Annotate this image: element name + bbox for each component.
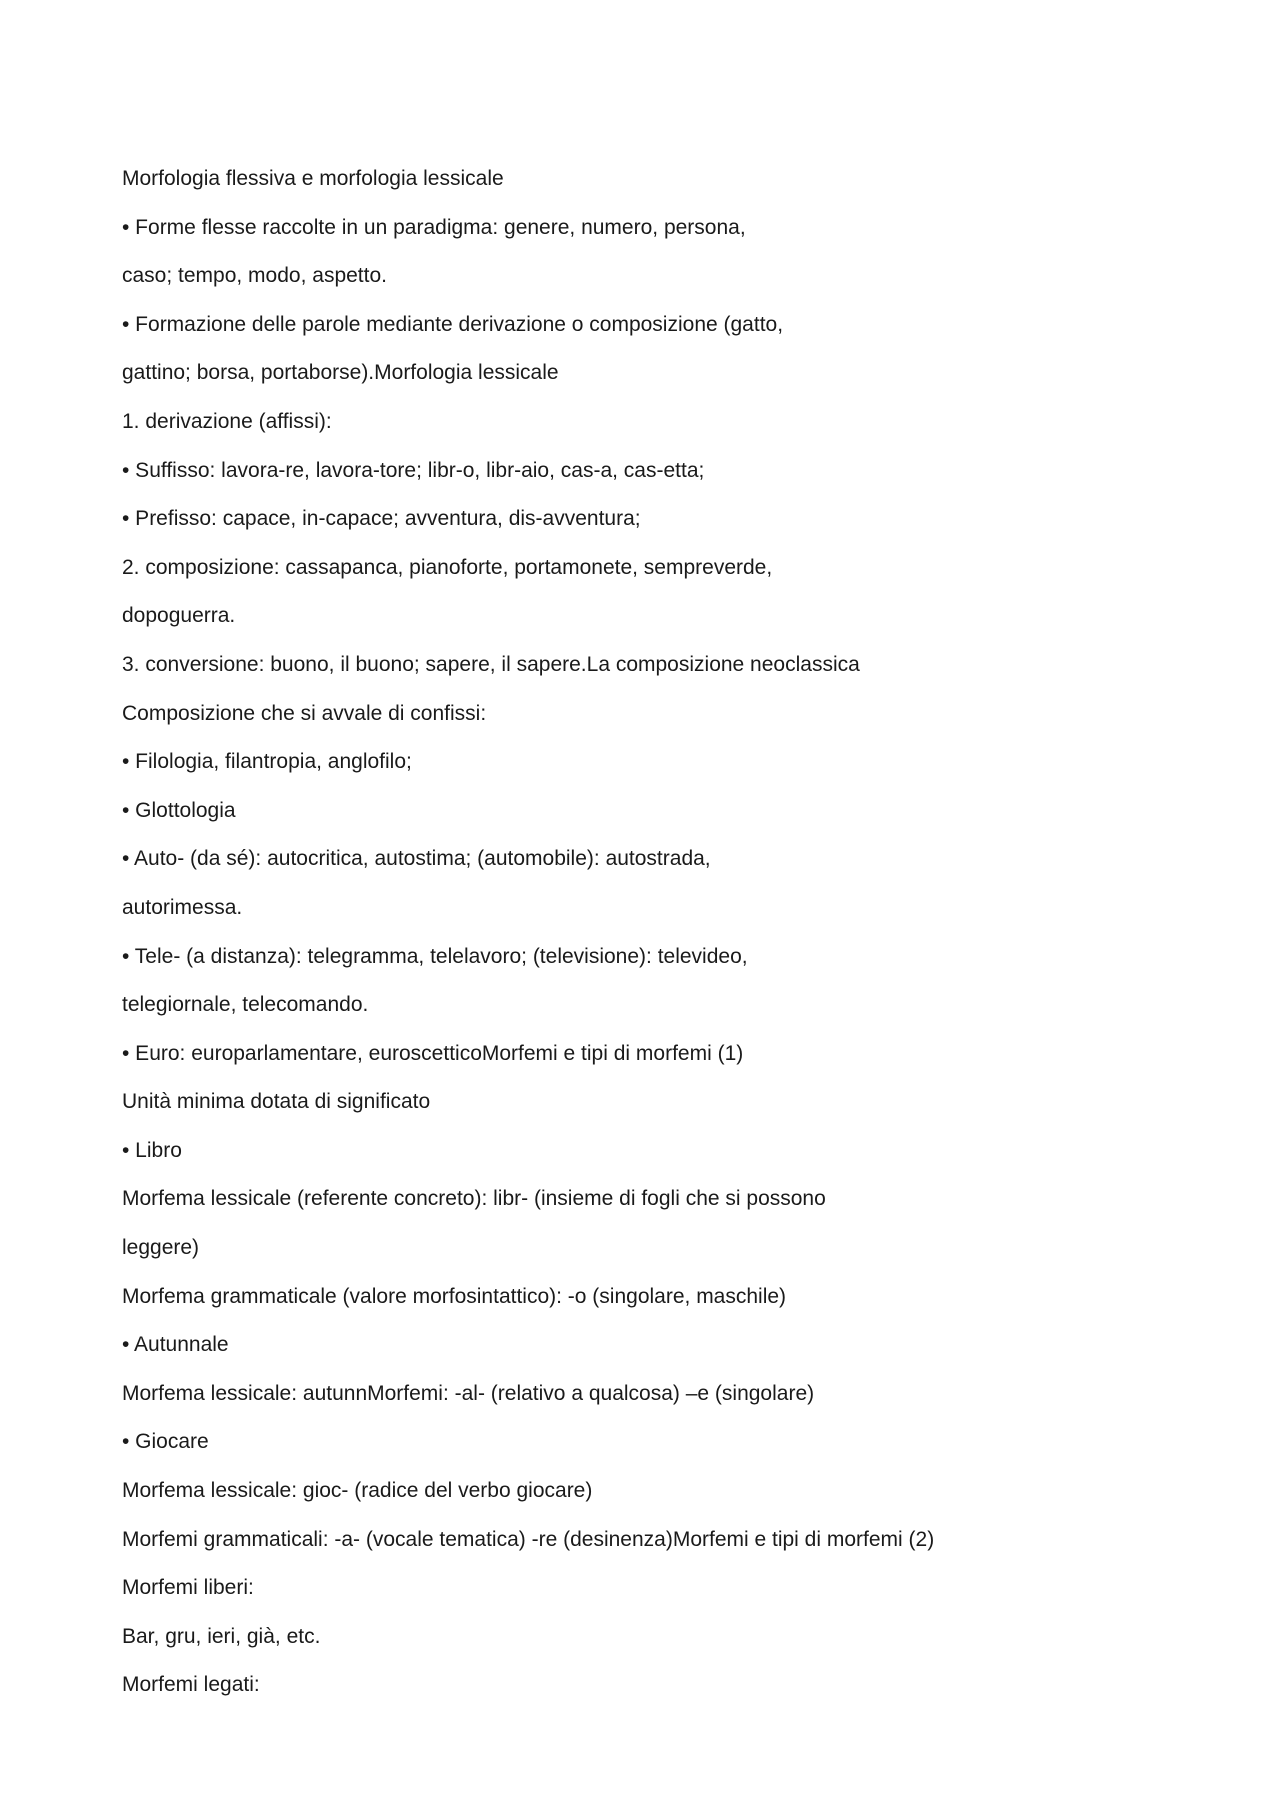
document-line: • Tele- (a distanza): telegramma, telelavoro; (televisione): televideo, xyxy=(122,944,748,968)
document-line: 2. composizione: cassapanca, pianoforte, portamonete, sempreverde, xyxy=(122,555,773,579)
document-line: • Glottologia xyxy=(122,798,236,822)
document-line: Morfemi legati: xyxy=(122,1673,260,1697)
document-line: • Autunnale xyxy=(122,1333,229,1357)
document-line: • Euro: europarlamentare, euroscetticoMorfemi e tipi di morfemi (1) xyxy=(122,1041,744,1065)
document-line: Morfema grammaticale (valore morfosintattico): -o (singolare, maschile) xyxy=(122,1284,787,1308)
document-line: Morfema lessicale: autunnMorfemi: -al- (relativo a qualcosa) –e (singolare) xyxy=(122,1381,815,1405)
document-line: autorimessa. xyxy=(122,895,243,919)
document-line: • Filologia, filantropia, anglofilo; xyxy=(122,750,412,774)
document-line: 1. derivazione (affissi): xyxy=(122,409,332,433)
document-line: Morfemi grammaticali: -a- (vocale tematica) -re (desinenza)Morfemi e tipi di morfemi (2) xyxy=(122,1527,935,1551)
document-line: • Auto- (da sé): autocritica, autostima; (automobile): autostrada, xyxy=(122,847,711,871)
document-line: dopoguerra. xyxy=(122,604,236,628)
document-line: Bar, gru, ieri, già, etc. xyxy=(122,1624,321,1648)
document-line: • Forme flesse raccolte in un paradigma: genere, numero, persona, xyxy=(122,215,746,239)
document-line: • Libro xyxy=(122,1138,182,1162)
document-line: • Formazione delle parole mediante derivazione o composizione (gatto, xyxy=(122,312,784,336)
document-line: • Suffisso: lavora-re, lavora-tore; libr-o, libr-aio, cas-a, cas-etta; xyxy=(122,458,705,482)
document-line: Morfologia flessiva e morfologia lessicale xyxy=(122,167,504,190)
document-line: Morfema lessicale: gioc- (radice del verbo giocare) xyxy=(122,1479,593,1503)
document-line: leggere) xyxy=(122,1236,200,1260)
document-line: • Giocare xyxy=(122,1430,209,1454)
document-line: telegiornale, telecomando. xyxy=(122,993,369,1017)
document-line: gattino; borsa, portaborse).Morfologia lessicale xyxy=(122,361,559,385)
document-line: Composizione che si avvale di confissi: xyxy=(122,701,487,725)
document-line: • Prefisso: capace, in-capace; avventura, dis-avventura; xyxy=(122,507,641,531)
document-line: Unità minima dotata di significato xyxy=(122,1090,431,1114)
document-line: Morfemi liberi: xyxy=(122,1576,254,1600)
document-line: 3. conversione: buono, il buono; sapere, il sapere.La composizione neoclassica xyxy=(122,652,860,676)
document-body xyxy=(122,155,1182,1710)
document-line: caso; tempo, modo, aspetto. xyxy=(122,264,387,288)
document-line: Morfema lessicale (referente concreto): libr- (insieme di fogli che si possono xyxy=(122,1187,826,1211)
